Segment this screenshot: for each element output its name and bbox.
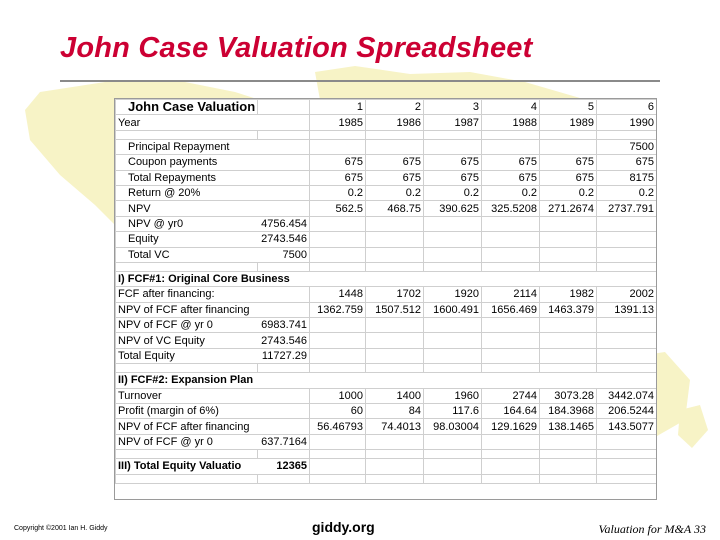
empty-cell: [310, 130, 366, 139]
value-cell: [366, 434, 424, 449]
empty-cell: [597, 130, 657, 139]
value-cell: 6983.741: [258, 318, 310, 333]
value-cell: 1982: [540, 287, 597, 302]
table-row: [116, 388, 657, 403]
empty-cell: [116, 262, 258, 271]
empty-cell: [424, 364, 482, 373]
value-cell: [597, 333, 657, 348]
value-cell: [424, 348, 482, 363]
blank-row: [116, 130, 657, 139]
valuation-spreadsheet: [114, 98, 657, 500]
value-cell: 468.75: [366, 201, 424, 216]
empty-cell: [424, 130, 482, 139]
value-cell: 1400: [366, 388, 424, 403]
value-cell: 271.2674: [540, 201, 597, 216]
value-cell: 1987: [424, 115, 482, 130]
section-row: [116, 271, 657, 286]
row-label: FCF after financing:: [116, 287, 258, 302]
row-label: Coupon payments: [116, 155, 258, 170]
column-header: [258, 100, 310, 115]
empty-cell: [424, 262, 482, 271]
value-cell: [597, 232, 657, 247]
column-header: 1: [310, 100, 366, 115]
value-cell: [258, 419, 310, 434]
website-label: giddy.org: [312, 519, 375, 535]
empty-cell: [258, 474, 310, 483]
value-cell: 1600.491: [424, 302, 482, 317]
empty-cell: [424, 450, 482, 459]
value-cell: 2744: [482, 388, 540, 403]
value-cell: 8175: [597, 170, 657, 185]
value-cell: [597, 348, 657, 363]
empty-cell: [482, 262, 540, 271]
value-cell: 675: [366, 170, 424, 185]
value-cell: 117.6: [424, 404, 482, 419]
value-cell: 675: [366, 155, 424, 170]
value-cell: [482, 333, 540, 348]
value-cell: [540, 318, 597, 333]
value-cell: 3442.074: [597, 388, 657, 403]
empty-cell: [116, 364, 258, 373]
empty-cell: [482, 130, 540, 139]
value-cell: 84: [366, 404, 424, 419]
value-cell: [310, 459, 366, 474]
value-cell: 675: [310, 155, 366, 170]
value-cell: 637.7164: [258, 434, 310, 449]
row-label: NPV @ yr0: [116, 216, 258, 231]
table-row: [116, 404, 657, 419]
value-cell: [366, 348, 424, 363]
value-cell: 2743.546: [258, 333, 310, 348]
value-cell: [258, 139, 310, 154]
value-cell: [366, 333, 424, 348]
value-cell: 0.2: [482, 185, 540, 200]
value-cell: 1507.512: [366, 302, 424, 317]
value-cell: 129.1629: [482, 419, 540, 434]
value-cell: 675: [540, 170, 597, 185]
empty-cell: [540, 262, 597, 271]
empty-cell: [597, 364, 657, 373]
value-cell: 1985: [310, 115, 366, 130]
value-cell: [258, 388, 310, 403]
table-row: [116, 185, 657, 200]
value-cell: [597, 318, 657, 333]
header-row: [116, 100, 657, 115]
value-cell: [366, 139, 424, 154]
value-cell: [310, 434, 366, 449]
empty-cell: [482, 474, 540, 483]
value-cell: 0.2: [310, 185, 366, 200]
value-cell: [310, 139, 366, 154]
empty-cell: [540, 130, 597, 139]
row-label: Turnover: [116, 388, 258, 403]
row-label: Return @ 20%: [116, 185, 258, 200]
value-cell: [310, 232, 366, 247]
column-header: 2: [366, 100, 424, 115]
empty-cell: [310, 450, 366, 459]
island-shape: [678, 405, 708, 448]
value-cell: 675: [482, 170, 540, 185]
column-header: 5: [540, 100, 597, 115]
value-cell: [424, 318, 482, 333]
value-cell: [540, 434, 597, 449]
empty-cell: [310, 474, 366, 483]
row-label: Total VC: [116, 247, 258, 262]
value-cell: 1989: [540, 115, 597, 130]
value-cell: 1391.13: [597, 302, 657, 317]
value-cell: 143.5077: [597, 419, 657, 434]
value-cell: [424, 333, 482, 348]
empty-cell: [116, 474, 258, 483]
value-cell: [482, 318, 540, 333]
value-cell: [258, 201, 310, 216]
row-label: NPV of FCF @ yr 0: [116, 434, 258, 449]
empty-cell: [597, 474, 657, 483]
value-cell: [540, 232, 597, 247]
value-cell: [482, 459, 540, 474]
empty-cell: [540, 474, 597, 483]
row-label: NPV of FCF after financing: [116, 302, 258, 317]
table-row: [116, 302, 657, 317]
table-row: [116, 115, 657, 130]
value-cell: 1000: [310, 388, 366, 403]
row-label: NPV of VC Equity: [116, 333, 258, 348]
row-label: Year: [116, 115, 258, 130]
value-cell: [482, 216, 540, 231]
section-heading: II) FCF#2: Expansion Plan: [116, 373, 657, 388]
empty-cell: [366, 130, 424, 139]
value-cell: 7500: [258, 247, 310, 262]
empty-cell: [366, 450, 424, 459]
value-cell: [597, 459, 657, 474]
value-cell: [424, 232, 482, 247]
title-divider: [60, 80, 660, 82]
empty-cell: [310, 364, 366, 373]
empty-cell: [366, 262, 424, 271]
row-label: NPV: [116, 201, 258, 216]
section-heading: I) FCF#1: Original Core Business: [116, 271, 657, 286]
blank-row: [116, 262, 657, 271]
value-cell: [258, 155, 310, 170]
row-label: Profit (margin of 6%): [116, 404, 258, 419]
value-cell: 675: [597, 155, 657, 170]
table-row: [116, 139, 657, 154]
value-cell: 2002: [597, 287, 657, 302]
value-cell: 60: [310, 404, 366, 419]
value-cell: 1463.379: [540, 302, 597, 317]
slide-title: John Case Valuation Spreadsheet: [60, 32, 533, 64]
value-cell: 3073.28: [540, 388, 597, 403]
row-label: NPV of FCF @ yr 0: [116, 318, 258, 333]
row-label: Total Repayments: [116, 170, 258, 185]
value-cell: 7500: [597, 139, 657, 154]
blank-row: [116, 364, 657, 373]
table-row: [116, 201, 657, 216]
table-row: [116, 419, 657, 434]
value-cell: [540, 216, 597, 231]
value-cell: 74.4013: [366, 419, 424, 434]
value-cell: [310, 216, 366, 231]
value-cell: 1448: [310, 287, 366, 302]
value-cell: [310, 247, 366, 262]
table-row: [116, 155, 657, 170]
value-cell: 1986: [366, 115, 424, 130]
value-cell: 1920: [424, 287, 482, 302]
row-label: Principal Repayment: [116, 139, 258, 154]
empty-cell: [482, 450, 540, 459]
value-cell: [258, 404, 310, 419]
value-cell: [310, 333, 366, 348]
value-cell: [597, 216, 657, 231]
value-cell: 1702: [366, 287, 424, 302]
value-cell: [482, 434, 540, 449]
value-cell: 1988: [482, 115, 540, 130]
value-cell: 675: [424, 155, 482, 170]
table-row: [116, 287, 657, 302]
sheet-title: John Case Valuation: [116, 100, 258, 115]
empty-cell: [424, 474, 482, 483]
empty-cell: [258, 130, 310, 139]
value-cell: 2737.791: [597, 201, 657, 216]
empty-cell: [482, 364, 540, 373]
empty-cell: [258, 262, 310, 271]
slide-course-label: Valuation for M&A 33: [598, 522, 706, 536]
value-cell: [540, 348, 597, 363]
value-cell: 1960: [424, 388, 482, 403]
value-cell: [424, 216, 482, 231]
value-cell: 2743.546: [258, 232, 310, 247]
value-cell: [482, 139, 540, 154]
value-cell: [310, 318, 366, 333]
row-label: Total Equity: [116, 348, 258, 363]
value-cell: 184.3968: [540, 404, 597, 419]
value-cell: [366, 216, 424, 231]
table-row: [116, 459, 657, 474]
column-header: 3: [424, 100, 482, 115]
value-cell: 0.2: [424, 185, 482, 200]
value-cell: 0.2: [540, 185, 597, 200]
value-cell: 1990: [597, 115, 657, 130]
column-header: 4: [482, 100, 540, 115]
empty-cell: [310, 262, 366, 271]
value-cell: [366, 247, 424, 262]
value-cell: 56.46793: [310, 419, 366, 434]
value-cell: 98.03004: [424, 419, 482, 434]
empty-cell: [597, 450, 657, 459]
table-row: [116, 247, 657, 262]
value-cell: [482, 232, 540, 247]
value-cell: 12365: [258, 459, 310, 474]
value-cell: 1656.469: [482, 302, 540, 317]
empty-cell: [258, 364, 310, 373]
value-cell: 4756.454: [258, 216, 310, 231]
value-cell: 1362.759: [310, 302, 366, 317]
value-cell: [366, 318, 424, 333]
value-cell: 0.2: [597, 185, 657, 200]
value-cell: 675: [310, 170, 366, 185]
empty-cell: [540, 450, 597, 459]
value-cell: [424, 247, 482, 262]
value-cell: 0.2: [366, 185, 424, 200]
value-cell: [540, 247, 597, 262]
value-cell: [366, 232, 424, 247]
table-row: [116, 333, 657, 348]
table-row: [116, 348, 657, 363]
value-cell: [258, 287, 310, 302]
value-cell: [258, 115, 310, 130]
value-cell: [424, 459, 482, 474]
value-cell: [424, 434, 482, 449]
row-label: III) Total Equity Valuatio: [116, 459, 258, 474]
table-row: [116, 216, 657, 231]
value-cell: [482, 247, 540, 262]
empty-cell: [540, 364, 597, 373]
value-cell: 675: [540, 155, 597, 170]
copyright-notice: Copyright ©2001 Ian H. Giddy: [14, 525, 108, 532]
row-label: NPV of FCF after financing: [116, 419, 258, 434]
empty-cell: [366, 474, 424, 483]
value-cell: [366, 459, 424, 474]
value-cell: [540, 459, 597, 474]
value-cell: 675: [482, 155, 540, 170]
value-cell: [597, 247, 657, 262]
value-cell: 390.625: [424, 201, 482, 216]
value-cell: [540, 139, 597, 154]
blank-row: [116, 474, 657, 483]
value-cell: [597, 434, 657, 449]
value-cell: 164.64: [482, 404, 540, 419]
value-cell: [258, 170, 310, 185]
column-header: 6: [597, 100, 657, 115]
value-cell: [310, 348, 366, 363]
empty-cell: [116, 450, 258, 459]
valuation-table: [115, 99, 657, 484]
value-cell: [482, 348, 540, 363]
value-cell: 11727.29: [258, 348, 310, 363]
value-cell: 675: [424, 170, 482, 185]
value-cell: 138.1465: [540, 419, 597, 434]
value-cell: [258, 302, 310, 317]
value-cell: [540, 333, 597, 348]
blank-row: [116, 450, 657, 459]
value-cell: 562.5: [310, 201, 366, 216]
empty-cell: [116, 130, 258, 139]
table-row: [116, 170, 657, 185]
value-cell: 2114: [482, 287, 540, 302]
value-cell: [258, 185, 310, 200]
table-row: [116, 232, 657, 247]
section-row: [116, 373, 657, 388]
table-row: [116, 318, 657, 333]
value-cell: 325.5208: [482, 201, 540, 216]
empty-cell: [366, 364, 424, 373]
empty-cell: [597, 262, 657, 271]
value-cell: 206.5244: [597, 404, 657, 419]
row-label: Equity: [116, 232, 258, 247]
value-cell: [424, 139, 482, 154]
empty-cell: [258, 450, 310, 459]
table-row: [116, 434, 657, 449]
